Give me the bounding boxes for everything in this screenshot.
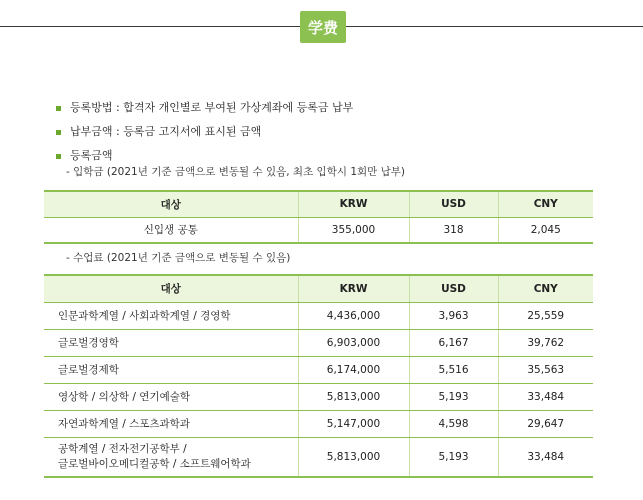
cell-krw: 5,813,000 <box>298 383 409 410</box>
cell-krw: 6,174,000 <box>298 356 409 383</box>
bullet-item-payment-amount <box>56 120 353 144</box>
bullet-square-icon <box>56 154 61 159</box>
header-usd: USD <box>409 275 498 302</box>
bullet-list <box>56 96 353 168</box>
cell-cny: 25,559 <box>498 302 593 329</box>
cell-target: 자연과학계열 / 스포츠과학과 <box>44 410 298 437</box>
table-row <box>44 329 593 356</box>
cell-usd: 5,193 <box>409 383 498 410</box>
table-row <box>44 356 593 383</box>
bullet-text: 납부금액 : 등록금 고지서에 표시된 금액 <box>70 125 262 138</box>
bullet-item-payment-method <box>56 96 353 120</box>
cell-usd: 318 <box>409 217 498 243</box>
cell-krw: 5,147,000 <box>298 410 409 437</box>
cell-cny: 29,647 <box>498 410 593 437</box>
cell-cny: 33,484 <box>498 383 593 410</box>
cell-krw: 355,000 <box>298 217 409 243</box>
admission-fee-table <box>44 190 593 244</box>
table-header-row <box>44 275 593 302</box>
tuition-fee-table <box>44 274 593 478</box>
header-krw: KRW <box>298 275 409 302</box>
cell-cny: 39,762 <box>498 329 593 356</box>
header-target: 대상 <box>44 275 298 302</box>
cell-target: 영상학 / 의상학 / 연기예술학 <box>44 383 298 410</box>
header-usd: USD <box>409 191 498 217</box>
table-row <box>44 217 593 243</box>
table-row <box>44 410 593 437</box>
header-cny: CNY <box>498 191 593 217</box>
cell-usd: 5,516 <box>409 356 498 383</box>
cell-usd: 6,167 <box>409 329 498 356</box>
table-header-row <box>44 191 593 217</box>
cell-target: 글로벌경영학 <box>44 329 298 356</box>
cell-usd: 5,193 <box>409 437 498 477</box>
section-title: 学费 <box>300 11 346 43</box>
tuition-fee-note: - 수업료 (2021년 기준 금액으로 변동될 수 있음) <box>66 252 291 264</box>
bullet-text: 등록방법 : 합격자 개인별로 부여된 가상계좌에 등록금 납부 <box>70 101 354 114</box>
cell-cny: 33,484 <box>498 437 593 477</box>
table-row <box>44 437 593 477</box>
bullet-text: 등록금액 <box>70 149 113 162</box>
cell-target: 인문과학계열 / 사회과학계열 / 경영학 <box>44 302 298 329</box>
header-target: 대상 <box>44 191 298 217</box>
cell-krw: 5,813,000 <box>298 437 409 477</box>
cell-cny: 35,563 <box>498 356 593 383</box>
header-cny: CNY <box>498 275 593 302</box>
cell-target: 신입생 공통 <box>44 217 298 243</box>
table-row <box>44 383 593 410</box>
cell-krw: 6,903,000 <box>298 329 409 356</box>
cell-cny: 2,045 <box>498 217 593 243</box>
cell-target: 공학계열 / 전자전기공학부 / 글로벌바이오메디컬공학 / 소프트웨어학과 <box>44 437 298 477</box>
cell-target: 글로벌경제학 <box>44 356 298 383</box>
admission-fee-note: - 입학금 (2021년 기준 금액으로 변동될 수 있음, 최초 입학시 1회만 납부) <box>66 166 406 178</box>
bullet-square-icon <box>56 106 61 111</box>
cell-usd: 4,598 <box>409 410 498 437</box>
header-krw: KRW <box>298 191 409 217</box>
bullet-square-icon <box>56 130 61 135</box>
table-row <box>44 302 593 329</box>
cell-krw: 4,436,000 <box>298 302 409 329</box>
cell-usd: 3,963 <box>409 302 498 329</box>
